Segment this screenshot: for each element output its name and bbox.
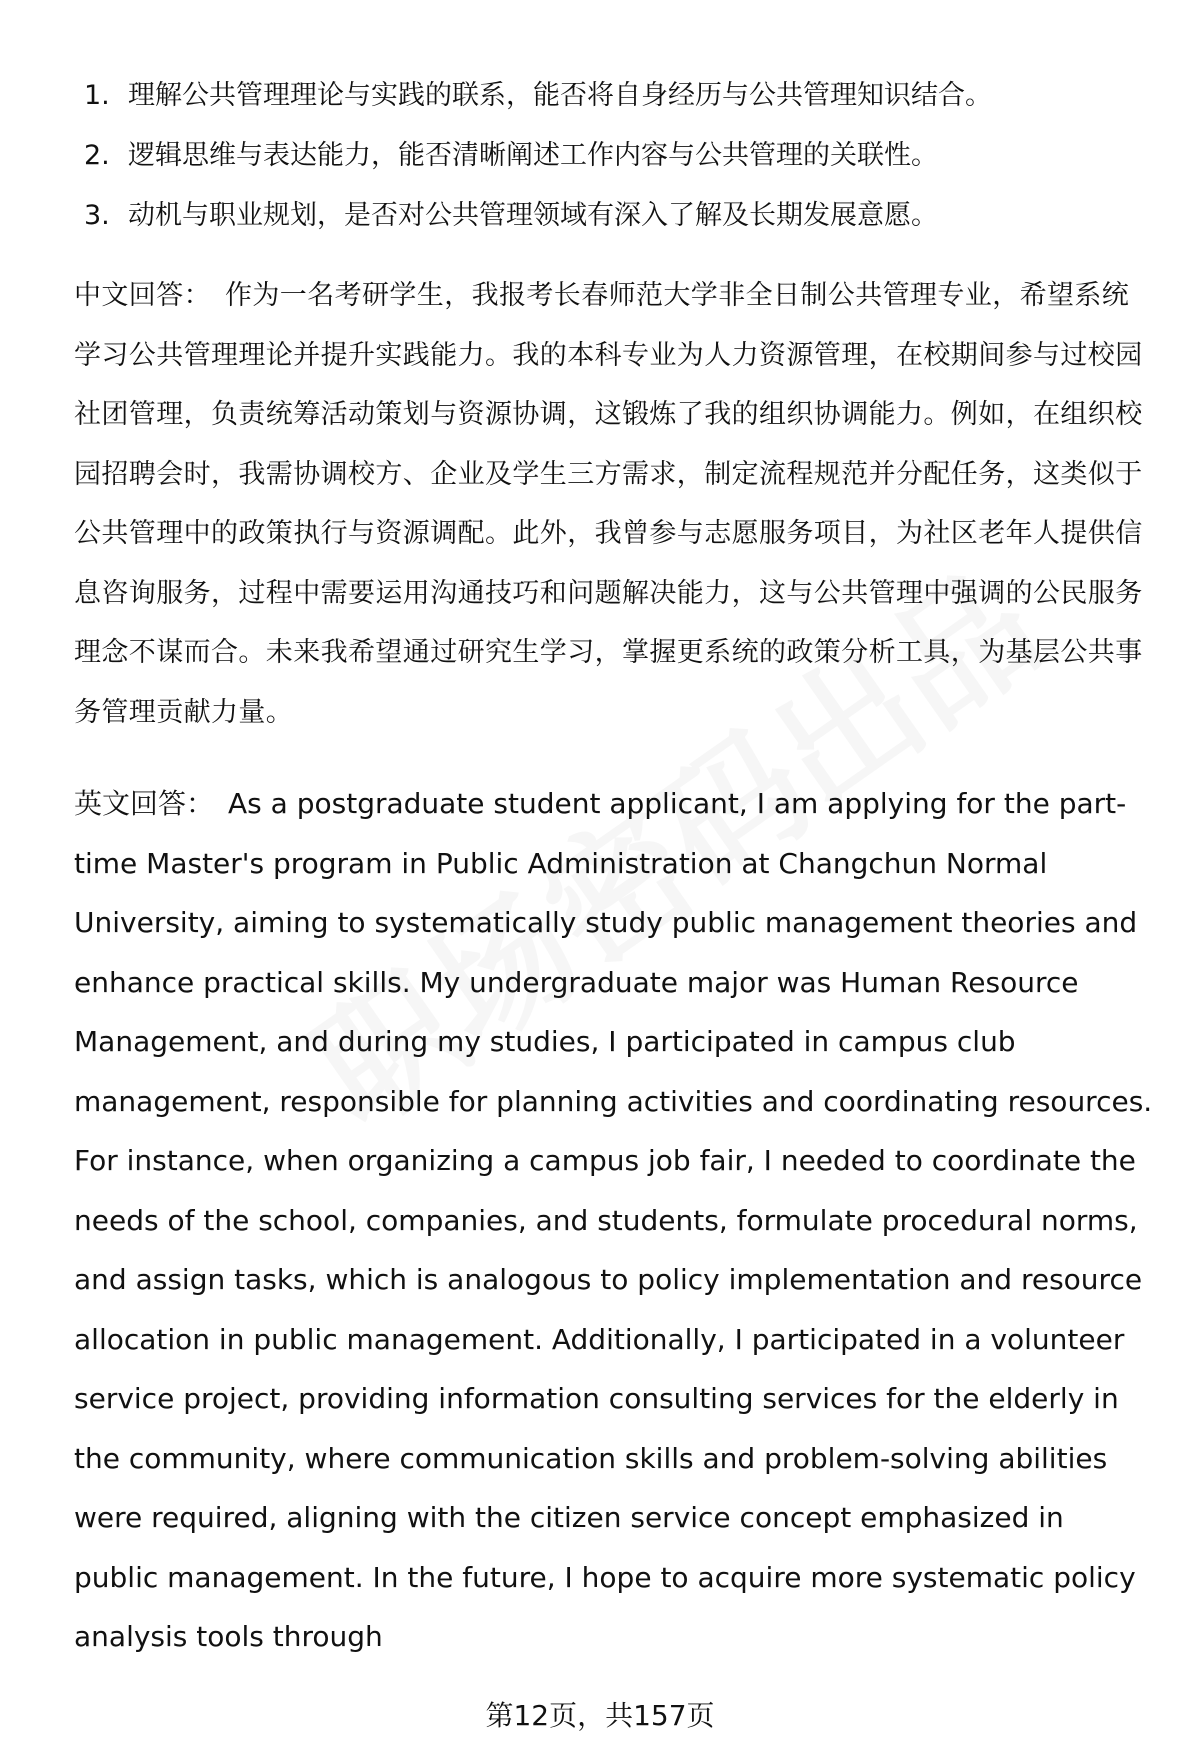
list-item [84,186,1144,246]
chinese-answer-text: 作为一名考研学生，我报考长春师范大学非全日制公共管理专业，希望系统学习公共管理理论并提升实践能力。我的本科专业为人力资源管理，在校期间参与过校园社团管理，负责统筹活动策划与资源协调，这锻炼了我的组织协调能力。例如，在组织校园招聘会时，我需协调校方、企业及学生三方需求，制定流程规范并分配任务，这类似于公共管理中的政策执行与资源调配。此外，我曾参与志愿服务项目，为社区老年人提供信息咨询服务，过程中需要运用沟通技巧和问题解决能力，这与公共管理中强调的公民服务理念不谋而合。未来我希望通过研究生学习，掌握更系统的政策分析工具，为基层公共事务管理贡献力量。 [74,280,1143,728]
list-item-text: 逻辑思维与表达能力，能否清晰阐述工作内容与公共管理的关联性。 [128,140,938,171]
chinese-answer-label: 中文回答： [74,280,211,311]
list-item-number: 1. [84,80,110,111]
english-answer-paragraph [74,774,1154,1667]
english-answer-text: As a postgraduate student applicant, I am applying for the part-time Master's program in Public Administration at Changchun Normal University, aiming to systematically study public management theories and enhance practical skills. My undergraduate major was Human Resource Management, and during my studies, I participated in campus club management, responsible for planning activities and coordinating resources. For instance, when organizing a campus job fair, I needed to coordinate the needs of the school, companies, and students, formulate procedural norms, and assign tasks, which is analogous to policy implementation and resource allocation in public management. Additionally, I participated in a volunteer service project, providing information consulting services for the elderly in the community, where communication skills and problem-solving abilities were required, aligning with the citizen service concept emphasized in public management. In the future, I hope to acquire more systematic policy analysis tools through [74,787,1153,1653]
list-item-text: 理解公共管理理论与实践的联系，能否将自身经历与公共管理知识结合。 [128,80,992,111]
list-item-text: 动机与职业规划，是否对公共管理领域有深入了解及长期发展意愿。 [128,200,938,231]
page-number: 第12页，共157页 [485,1699,715,1732]
english-answer-label: 英文回答： [74,787,215,820]
evaluation-criteria-list [84,66,1144,246]
list-item-number: 2. [84,140,110,171]
chinese-answer-paragraph [74,266,1154,742]
list-item [84,126,1144,186]
list-item [84,66,1144,126]
list-item-number: 3. [84,200,110,231]
